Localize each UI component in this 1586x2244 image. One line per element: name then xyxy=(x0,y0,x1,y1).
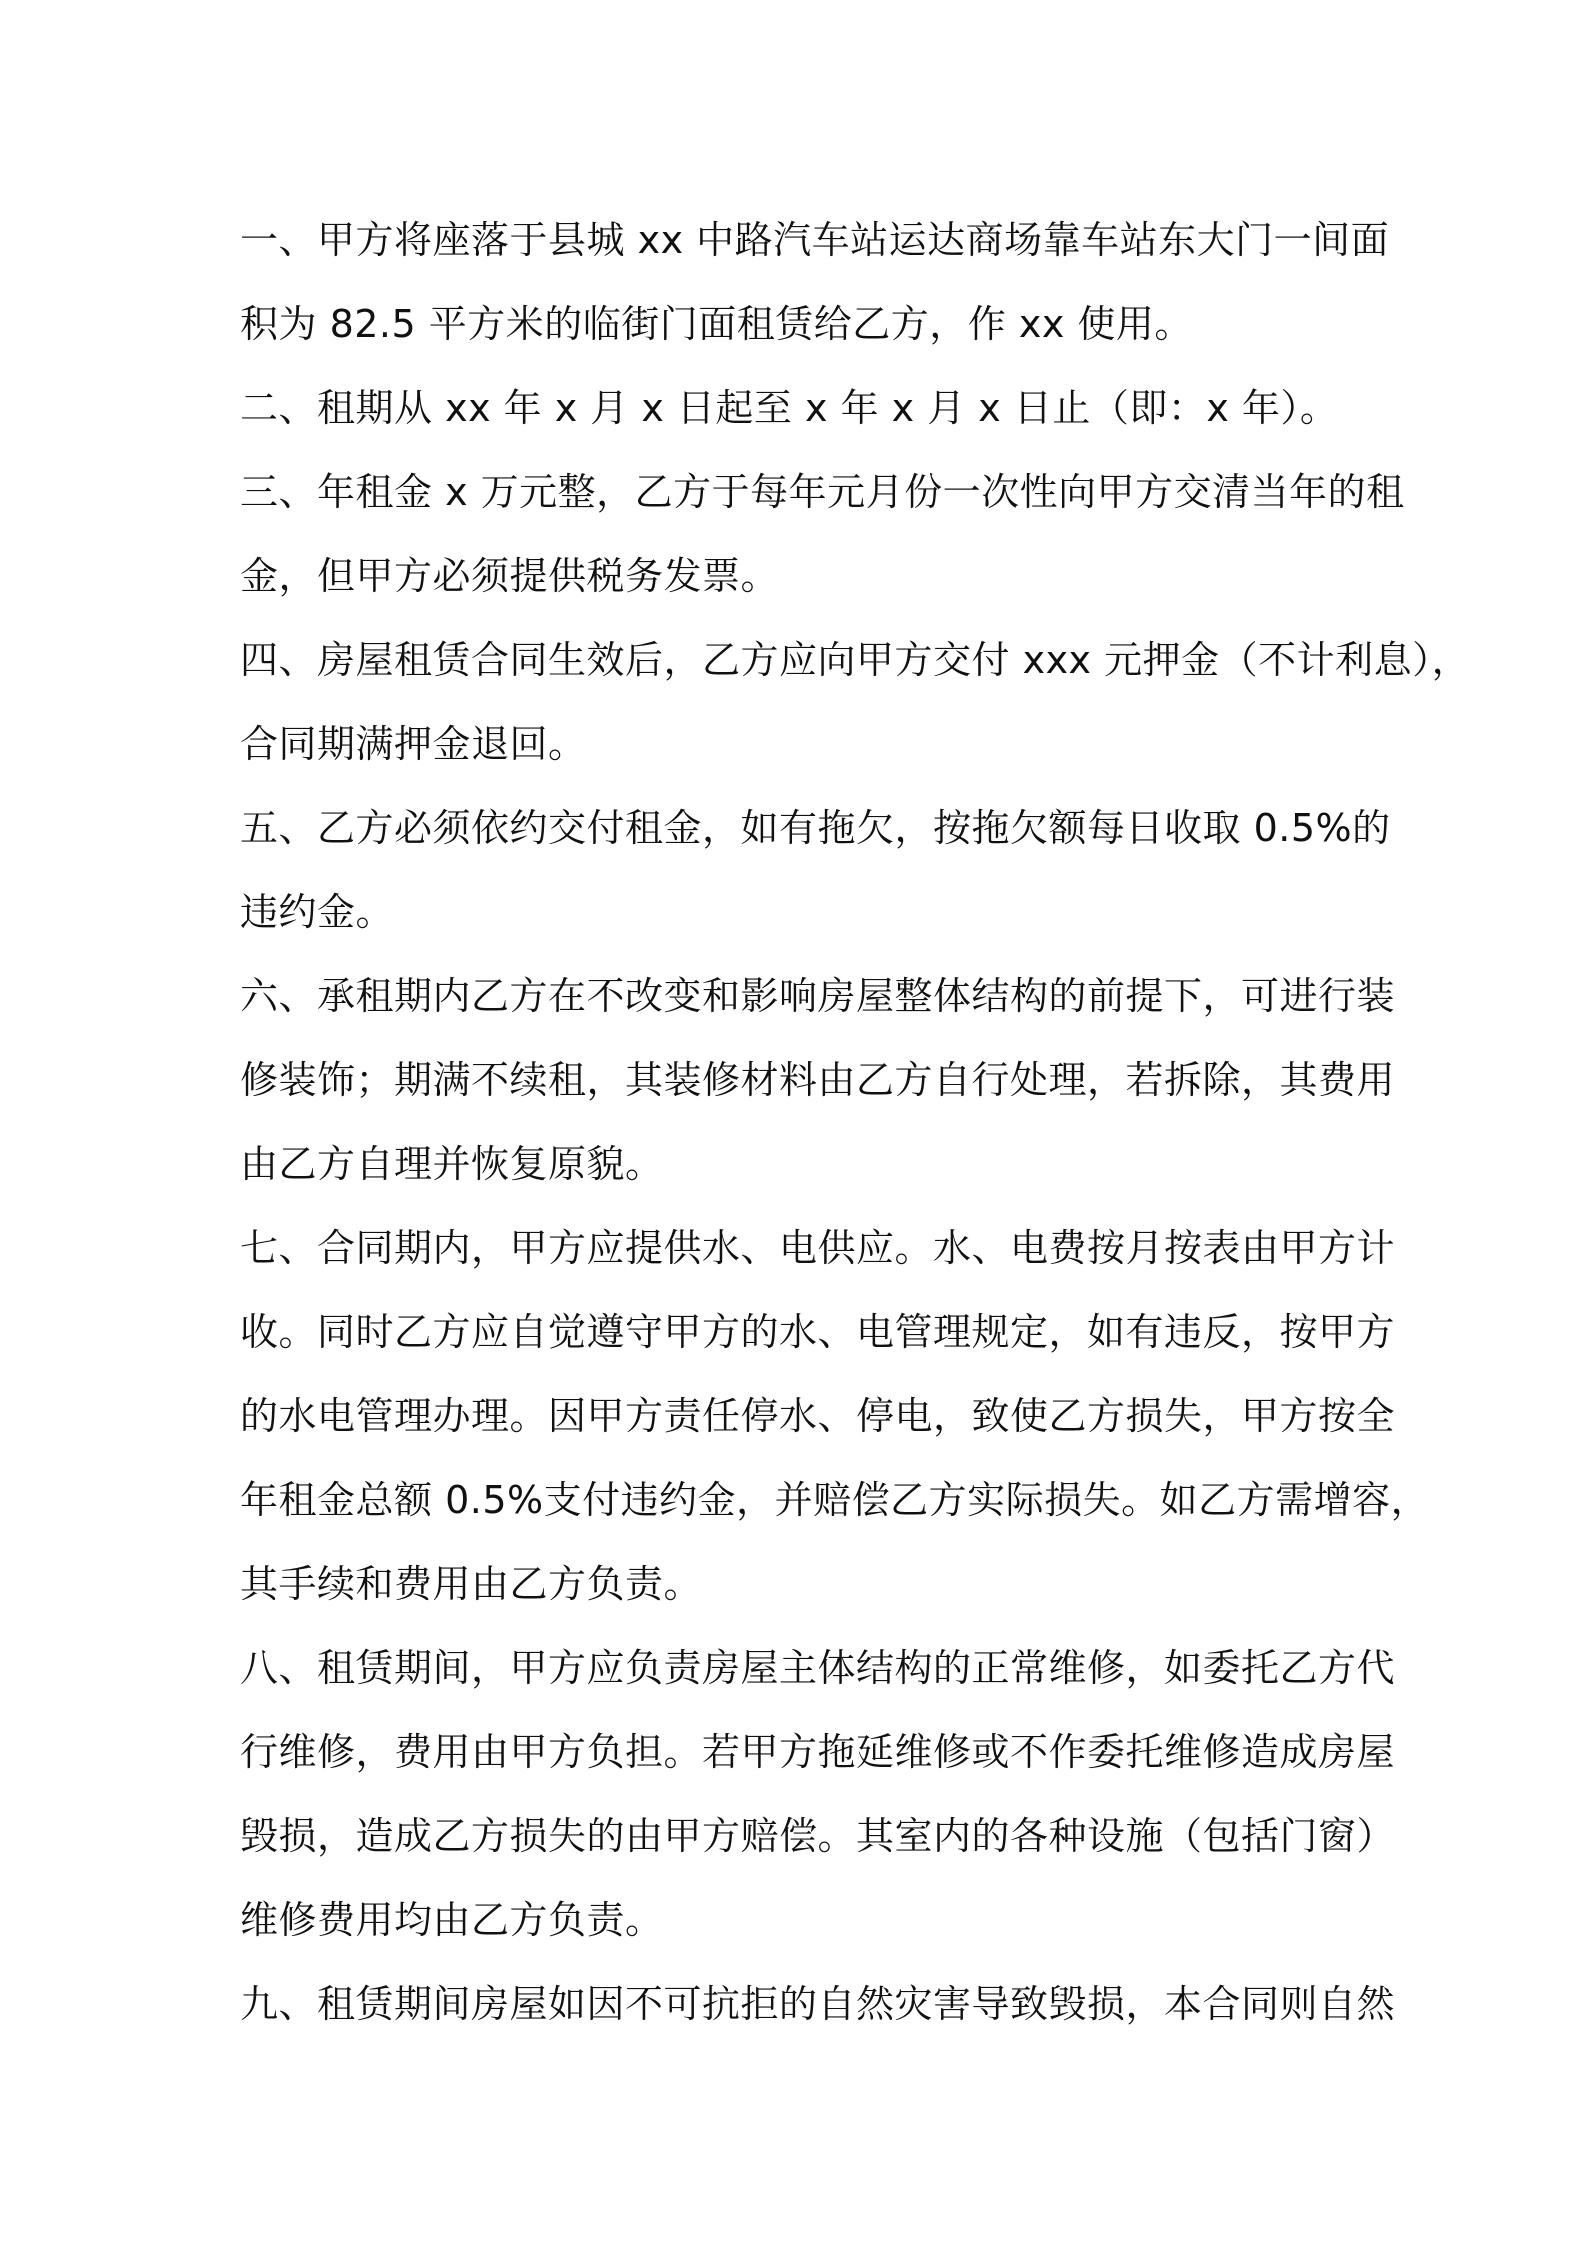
clause-1-line-2: 积为 82.5 平方米的临街门面租赁给乙方，作 xx 使用。 xyxy=(240,302,1193,346)
clause-3-line-1: 三、年租金 x 万元整，乙方于每年元月份一次性向甲方交清当年的租 xyxy=(240,470,1405,514)
clause-7-line-1: 七、合同期内，甲方应提供水、电供应。水、电费按月按表由甲方计 xyxy=(240,1226,1396,1270)
clause-7-line-5: 其手续和费用由乙方负责。 xyxy=(240,1562,703,1606)
clause-2-line-1: 二、租期从 xx 年 x 月 x 日起至 x 年 x 月 x 日止（即：x 年）。 xyxy=(240,386,1339,430)
clause-7-line-4: 年租金总额 0.5%支付违约金，并赔偿乙方实际损失。如乙方需增容， xyxy=(240,1478,1430,1522)
clause-5-line-2: 违约金。 xyxy=(240,890,395,934)
clause-4-line-1: 四、房屋租赁合同生效后，乙方应向甲方交付 xxx 元押金（不计利息）， xyxy=(240,638,1471,682)
clause-6-line-1: 六、承租期内乙方在不改变和影响房屋整体结构的前提下，可进行装 xyxy=(240,974,1396,1018)
clause-7-line-2: 收。同时乙方应自觉遵守甲方的水、电管理规定，如有违反，按甲方 xyxy=(240,1310,1396,1354)
contract-text xyxy=(240,198,1471,2046)
clause-1-line-1: 一、甲方将座落于县城 xx 中路汽车站运达商场靠车站东大门一间面 xyxy=(240,218,1390,262)
clause-4-line-2: 合同期满押金退回。 xyxy=(240,722,587,766)
clause-8-line-1: 八、租赁期间，甲方应负责房屋主体结构的正常维修，如委托乙方代 xyxy=(240,1646,1396,1690)
clause-9-line-1: 九、租赁期间房屋如因不可抗拒的自然灾害导致毁损，本合同则自然 xyxy=(240,1982,1396,2026)
clause-8-line-4: 维修费用均由乙方负责。 xyxy=(240,1898,664,1942)
clause-5-line-1: 五、乙方必须依约交付租金，如有拖欠，按拖欠额每日收取 0.5%的 xyxy=(240,806,1391,850)
clause-8-line-3: 毁损，造成乙方损失的由甲方赔偿。其室内的各种设施（包括门窗） xyxy=(240,1814,1396,1858)
clause-3-line-2: 金，但甲方必须提供税务发票。 xyxy=(240,554,780,598)
clause-7-line-3: 的水电管理办理。因甲方责任停水、停电，致使乙方损失，甲方按全 xyxy=(240,1394,1396,1438)
clause-6-line-2: 修装饰；期满不续租，其装修材料由乙方自行处理，若拆除，其费用 xyxy=(240,1058,1396,1102)
clause-8-line-2: 行维修，费用由甲方负担。若甲方拖延维修或不作委托维修造成房屋 xyxy=(240,1730,1396,1774)
clause-6-line-3: 由乙方自理并恢复原貌。 xyxy=(240,1142,664,1186)
